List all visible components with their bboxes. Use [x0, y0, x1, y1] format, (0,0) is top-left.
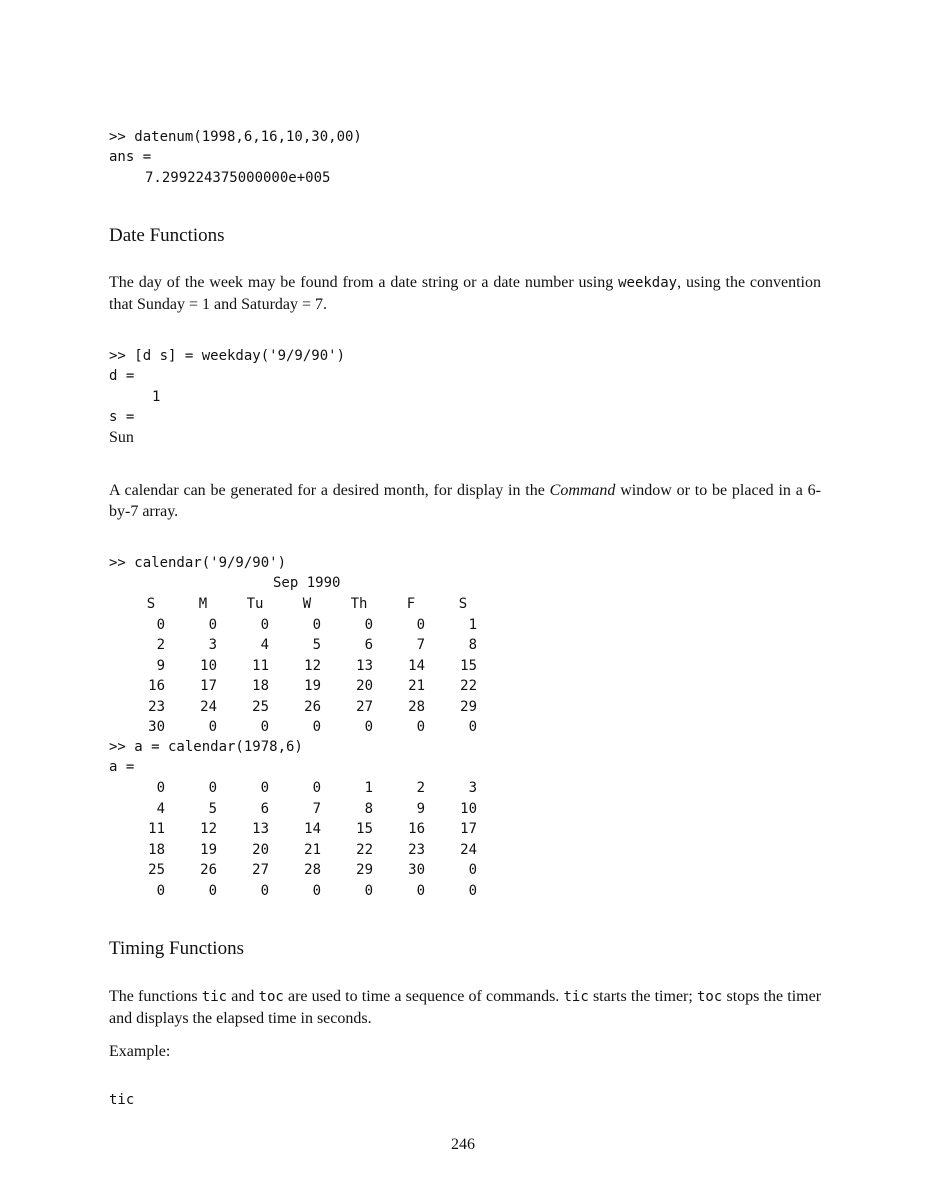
calendar-cell: 30 — [408, 862, 425, 878]
calendar-cell: 0 — [364, 719, 373, 735]
calendar-cell: 30 — [148, 719, 165, 735]
calendar-cell: 9 — [156, 657, 165, 674]
calendar-cell: 18 — [252, 678, 269, 694]
calendar-cell: 29 — [460, 698, 477, 715]
calendar-cell: 21 — [408, 678, 425, 694]
calendar-cell: 28 — [304, 862, 321, 878]
calendar-cell: 18 — [148, 841, 165, 858]
inline-code: toc — [697, 989, 723, 1005]
calendar-cell: 26 — [200, 862, 217, 878]
calendar-cell: 7 — [416, 637, 425, 653]
calendar-day-header: Tu — [246, 596, 264, 612]
calendar-cell: 0 — [312, 882, 321, 899]
calendar-cell: 15 — [356, 821, 373, 837]
calendar-cell: 10 — [200, 657, 217, 674]
calendar-cell: 6 — [364, 637, 373, 653]
code-command-datenum: >> datenum(1998,6,16,10,30,00) — [109, 129, 362, 145]
calendar-cell: 4 — [260, 637, 269, 653]
paragraph-text: and — [227, 988, 259, 1005]
calendar-cell: 26 — [304, 698, 321, 715]
paragraph-tic-toc — [109, 986, 821, 1029]
calendar-day-header: W — [302, 596, 312, 612]
calendar-cell: 25 — [252, 698, 269, 715]
code-command-weekday: >> [d s] = weekday('9/9/90') — [109, 348, 346, 364]
calendar-cell: 10 — [460, 800, 477, 817]
paragraph-text: starts the timer; — [588, 988, 697, 1005]
calendar-cell: 23 — [148, 698, 165, 715]
calendar-cell: 22 — [356, 841, 373, 858]
calendar-cell: 28 — [408, 698, 425, 715]
calendar-cell: 29 — [356, 862, 373, 878]
paragraph-calendar — [109, 480, 821, 522]
code-output-label: ans = — [109, 149, 152, 165]
calendar-cell: 7 — [312, 800, 321, 817]
calendar-cell: 24 — [460, 841, 477, 858]
calendar-cell: 17 — [200, 678, 217, 694]
code-line-tic: tic — [109, 1092, 135, 1108]
calendar-cell: 16 — [148, 678, 165, 694]
calendar-day-header: S — [458, 596, 468, 612]
calendar-cell: 0 — [364, 616, 373, 633]
calendar-cell: 0 — [260, 719, 269, 735]
calendar-cell: 23 — [408, 841, 425, 858]
calendar-cell: 20 — [356, 678, 373, 694]
calendar-cell: 4 — [156, 800, 165, 817]
calendar-cell: 1 — [468, 616, 477, 633]
calendar-cell: 15 — [460, 657, 477, 674]
calendar-day-header: M — [198, 596, 208, 612]
paragraph-text: The functions — [109, 988, 202, 1005]
page-number: 246 — [451, 1136, 475, 1153]
calendar-day-header: Th — [350, 596, 368, 612]
paragraph-text: The day of the week may be found from a date string or a date number using — [109, 274, 619, 291]
code-output-label: a = — [109, 759, 135, 775]
calendar-cell: 0 — [208, 780, 217, 796]
calendar-cell: 17 — [460, 821, 477, 837]
calendar-cell: 19 — [200, 841, 217, 858]
calendar-cell: 25 — [148, 862, 165, 878]
calendar-cell: 27 — [252, 862, 269, 878]
code-output-label: s = — [109, 409, 135, 425]
calendar-cell: 0 — [416, 616, 425, 633]
paragraph-text: , using the convention that Sunday = 1 and Saturday = 7. — [109, 274, 821, 313]
calendar-month-title: Sep 1990 — [273, 575, 341, 591]
calendar-cell: 0 — [468, 862, 477, 878]
code-output-label: d = — [109, 368, 135, 384]
paragraph-weekday — [109, 272, 821, 315]
calendar-cell: 0 — [260, 882, 269, 899]
calendar-cell: 0 — [156, 616, 165, 633]
section-heading-timing-functions: Timing Functions — [109, 938, 244, 959]
inline-code: tic — [201, 989, 228, 1005]
inline-code: toc — [258, 989, 284, 1005]
calendar-cell: 14 — [304, 821, 321, 837]
section-heading-date-functions: Date Functions — [109, 225, 225, 246]
calendar-cell: 0 — [208, 616, 217, 633]
paragraph-emphasis: Command — [549, 482, 616, 499]
calendar-cell: 0 — [468, 719, 477, 735]
calendar-cell: 0 — [416, 882, 425, 899]
calendar-cell: 3 — [208, 637, 217, 653]
calendar-cell: 0 — [312, 719, 321, 735]
calendar-cell: 0 — [312, 616, 321, 633]
calendar-cell: 21 — [304, 841, 321, 858]
code-output-value: 7.299224375000000e+005 — [145, 170, 331, 186]
calendar-day-header: S — [146, 596, 156, 612]
calendar-cell: 12 — [304, 657, 321, 674]
code-output-value: Sun — [109, 429, 134, 446]
paragraph-text: are used to time a sequence of commands. — [283, 988, 564, 1005]
calendar-cell: 5 — [208, 800, 217, 817]
paragraph-text: A calendar can be generated for a desired month, for display in the — [109, 482, 550, 499]
calendar-cell: 12 — [200, 821, 217, 837]
calendar-cell: 0 — [156, 882, 165, 899]
calendar-cell: 24 — [200, 698, 217, 715]
calendar-cell: 2 — [416, 780, 425, 796]
calendar-cell: 13 — [252, 821, 269, 837]
paragraph-text: window or to be placed in a 6-by-7 array. — [109, 482, 821, 520]
calendar-cell: 8 — [364, 800, 373, 817]
inline-code: weekday — [618, 275, 678, 291]
calendar-cell: 27 — [356, 698, 373, 715]
calendar-cell: 0 — [156, 780, 165, 796]
calendar-cell: 16 — [408, 821, 425, 837]
inline-code: tic — [563, 989, 589, 1005]
calendar-cell: 22 — [460, 678, 477, 694]
calendar-cell: 0 — [468, 882, 477, 899]
example-label: Example: — [109, 1043, 171, 1060]
calendar-day-header: F — [406, 596, 416, 612]
calendar-cell: 0 — [260, 780, 269, 796]
calendar-cell: 11 — [252, 657, 269, 674]
calendar-cell: 1 — [364, 780, 373, 796]
calendar-cell: 19 — [304, 678, 321, 694]
calendar-cell: 2 — [156, 637, 165, 653]
code-output-value: 1 — [152, 389, 161, 405]
calendar-cell: 6 — [260, 800, 269, 817]
paragraph-text: stops the timer and displays the elapsed time in seconds. — [109, 988, 822, 1027]
calendar-cell: 8 — [468, 637, 477, 653]
calendar-cell: 0 — [208, 719, 217, 735]
calendar-cell: 0 — [260, 616, 269, 633]
calendar-cell: 0 — [416, 719, 425, 735]
calendar-cell: 14 — [408, 657, 425, 674]
calendar-cell: 0 — [364, 882, 373, 899]
calendar-cell: 0 — [208, 882, 217, 899]
calendar-cell: 5 — [312, 637, 321, 653]
code-command-calendar: >> calendar('9/9/90') — [109, 555, 287, 571]
calendar-cell: 9 — [416, 800, 425, 817]
calendar-cell: 11 — [148, 821, 165, 837]
calendar-cell: 3 — [468, 780, 477, 796]
code-command-calendar-array: >> a = calendar(1978,6) — [109, 739, 303, 755]
calendar-cell: 20 — [252, 841, 269, 858]
calendar-cell: 13 — [356, 657, 373, 674]
calendar-cell: 0 — [312, 780, 321, 796]
